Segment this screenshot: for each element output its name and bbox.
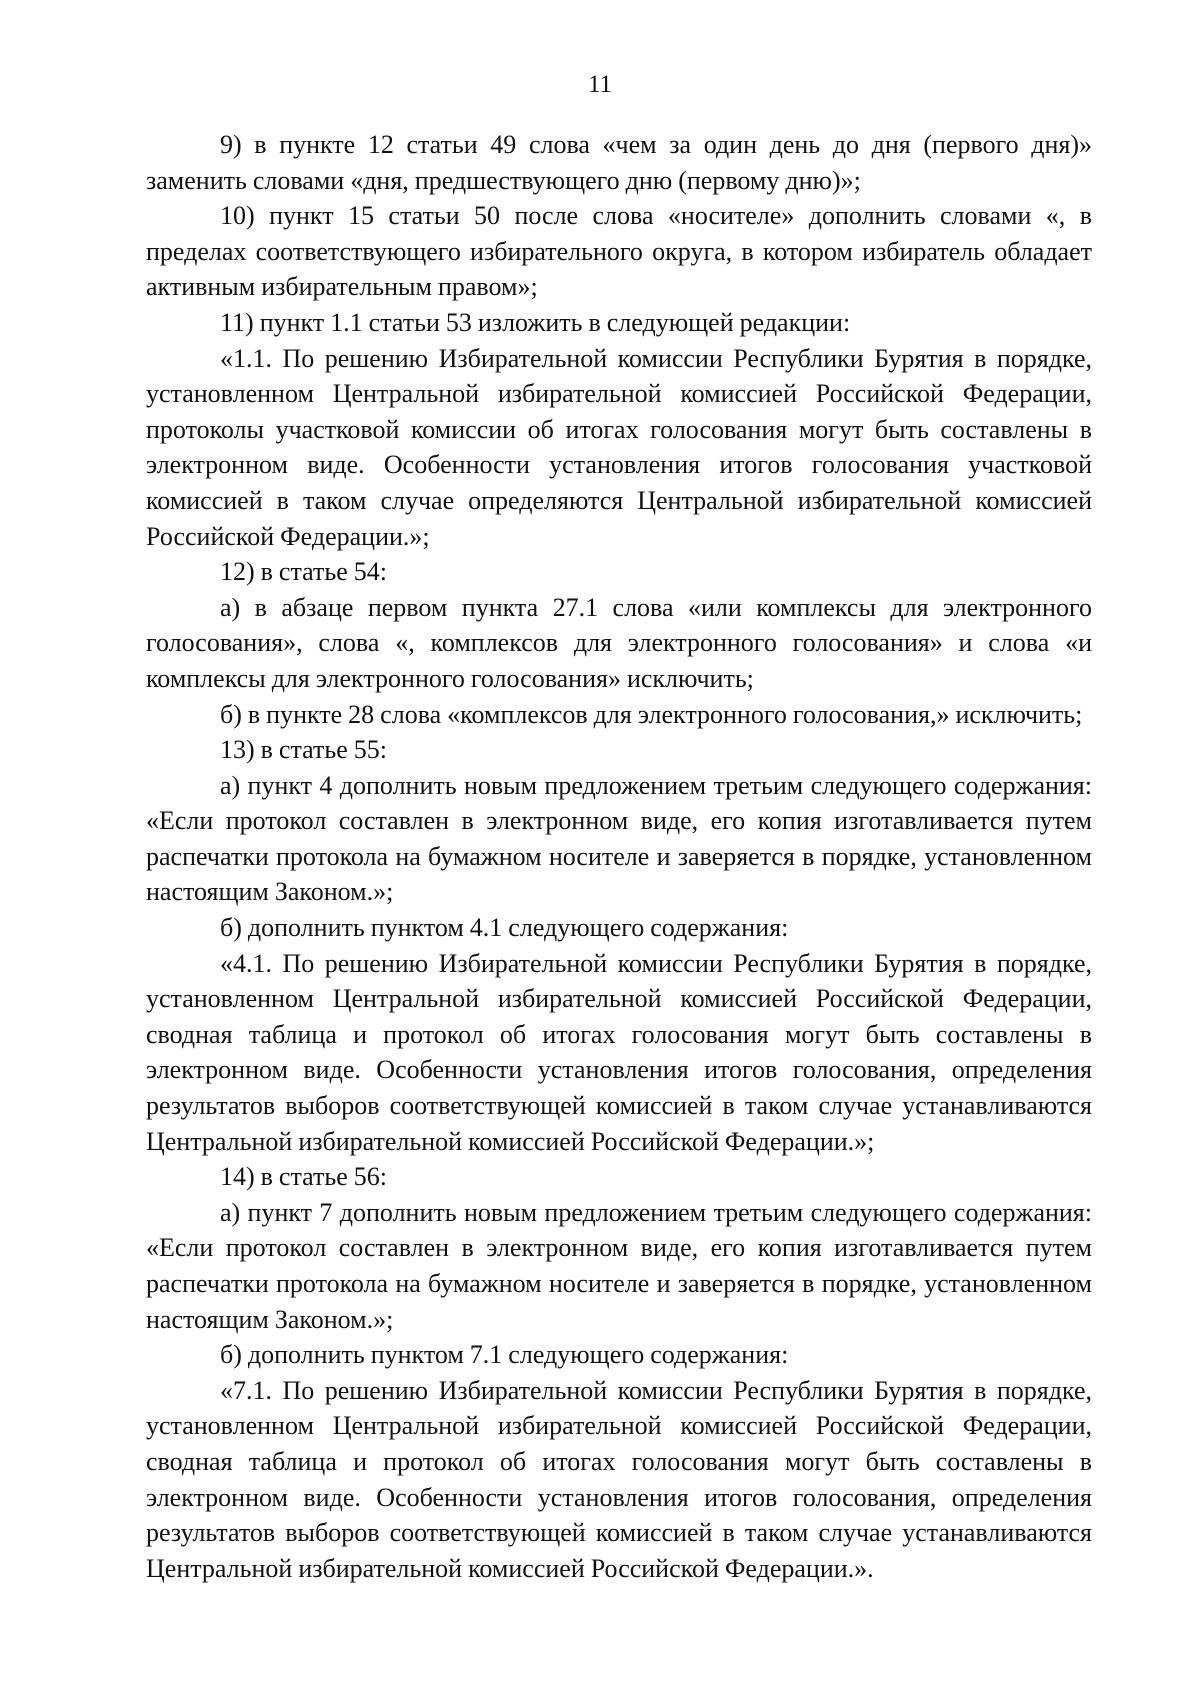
paragraph-subitem-14a: а) пункт 7 дополнить новым предложением третьим следующего содержания: «Если протокол составлен в электронном виде, его копия изготавливается путем распечатки протокола на бумажном носителе и заверяется в порядке, установленном настоящим Законом.»; xyxy=(146,1197,1092,1334)
paragraph-item-12: 12) в статье 54: xyxy=(220,557,388,587)
paragraph-item-10: 10) пункт 15 статьи 50 после слова «носителе» дополнить словами «, в пределах соответствующего избирательного округа, в котором избиратель обладает активным избирательным правом»; xyxy=(146,201,1092,302)
paragraph-item-9: 9) в пункте 12 статьи 49 слова «чем за один день до дня (первого дня)» заменить словами «дня, предшествующего дню (первому дню)»; xyxy=(146,130,1092,195)
paragraph-subitem-12b: б) в пункте 28 слова «комплексов для электронного голосования,» исключить; xyxy=(220,699,1083,729)
paragraph-quote-7-1: «7.1. По решению Избирательной комиссии Республики Бурятия в порядке, установленном Центральной избирательной комиссией Российской Федерации, сводная таблица и протокол об итогах голосования могут быть составлены в электронном виде. Особенности установления итогов голосования, определения результатов выборов соответствующей комиссией в таком случае устанавливаются Центральной избирательной комиссией Российской Федерации.». xyxy=(146,1375,1092,1583)
paragraph-item-14: 14) в статье 56: xyxy=(220,1162,388,1192)
paragraph-item-13: 13) в статье 55: xyxy=(220,735,388,765)
paragraph-quote-1-1: «1.1. По решению Избирательной комиссии Республики Бурятия в порядке, установленном Центральной избирательной комиссией Российской Федерации, протоколы участковой комиссии об итогах голосования могут быть составлены в электронном виде. Особенности установления итогов голосования участковой комиссией в таком случае определяются Центральной избирательной комиссией Российской Федерации.»; xyxy=(146,343,1092,551)
page-number: 11 xyxy=(587,71,613,98)
paragraph-subitem-14b: б) дополнить пунктом 7.1 следующего содержания: xyxy=(220,1340,789,1370)
document-body xyxy=(146,127,1092,1586)
paragraph-subitem-13a: а) пункт 4 дополнить новым предложением третьим следующего содержания: «Если протокол составлен в электронном виде, его копия изготавливается путем распечатки протокола на бумажном носителе и заверяется в порядке, установленном настоящим Законом.»; xyxy=(146,770,1092,907)
paragraph-subitem-13b: б) дополнить пунктом 4.1 следующего содержания: xyxy=(220,913,789,943)
paragraph-quote-4-1: «4.1. По решению Избирательной комиссии Республики Бурятия в порядке, установленном Центральной избирательной комиссией Российской Федерации, сводная таблица и протокол об итогах голосования могут быть составлены в электронном виде. Особенности установления итогов голосования, определения результатов выборов соответствующей комиссией в таком случае устанавливаются Центральной избирательной комиссией Российской Федерации.»; xyxy=(146,948,1092,1156)
paragraph-subitem-12a: а) в абзаце первом пункта 27.1 слова «или комплексы для электронного голосования», слова «, комплексов для электронного голосования» и слова «и комплексы для электронного голосования» исключить; xyxy=(146,592,1092,693)
paragraph-item-11: 11) пункт 1.1 статьи 53 изложить в следующей редакции: xyxy=(220,307,851,337)
